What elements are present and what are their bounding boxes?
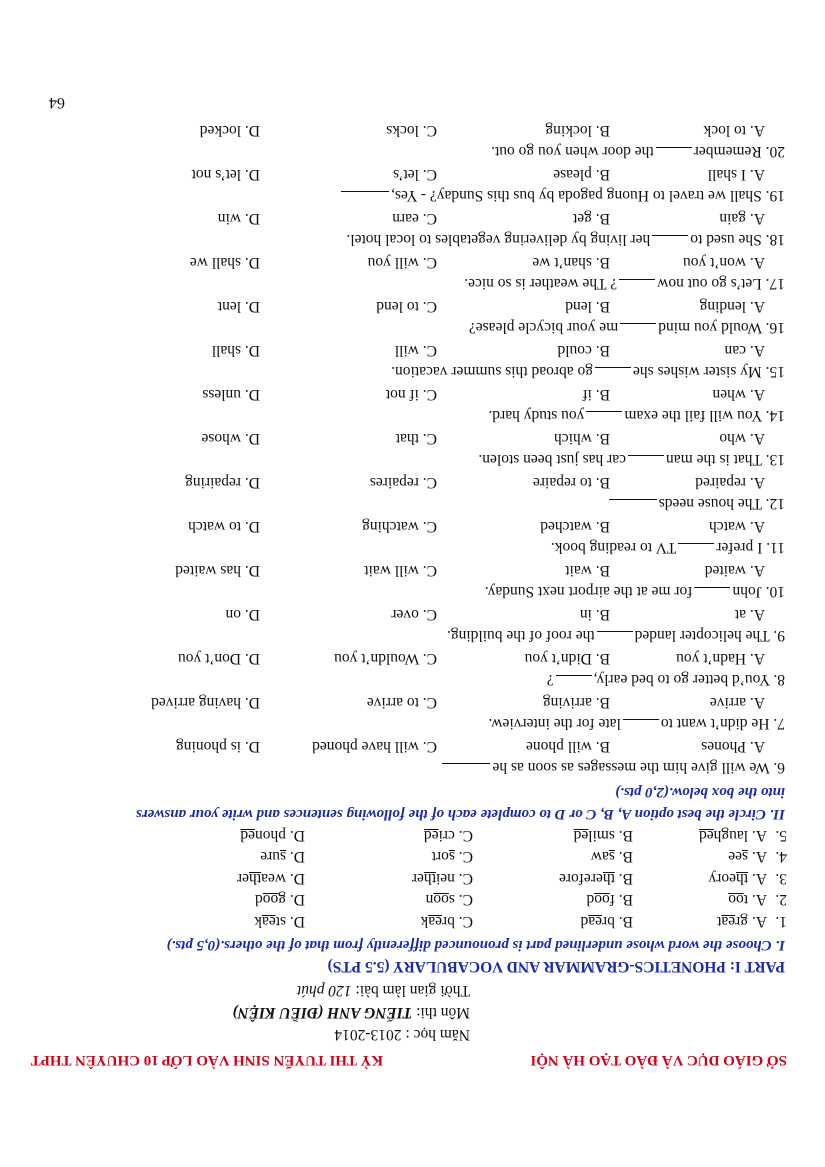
- option-text-rest: k: [420, 913, 429, 930]
- option-text: C. cri: [438, 827, 473, 844]
- option-text-rest: t: [717, 913, 722, 930]
- phonetic-option[interactable]: [432, 849, 473, 865]
- page-number: 64: [49, 94, 65, 111]
- answer-option[interactable]: A. to lock: [703, 122, 765, 139]
- phonetic-option[interactable]: [559, 871, 633, 887]
- answer-option[interactable]: D. shall: [211, 342, 260, 359]
- answer-option[interactable]: A. repaired: [695, 474, 765, 491]
- answer-option[interactable]: A. when: [712, 386, 765, 403]
- question-stem: [447, 628, 785, 645]
- answer-option[interactable]: A. can: [724, 342, 765, 359]
- option-text-rest: k: [254, 913, 262, 930]
- question-stem: [346, 232, 785, 249]
- answer-option[interactable]: D. having arrived: [151, 694, 260, 711]
- section1-title: I. Choose the word whose underlined part is pronounced differently from that of the others.(0,5 pts.): [166, 937, 785, 953]
- answer-option[interactable]: A. waited: [704, 562, 765, 579]
- option-text-rest: aw: [590, 848, 609, 866]
- answer-option[interactable]: B. watched: [540, 518, 610, 535]
- question-text-rest: car has just been stolen.: [478, 451, 627, 468]
- phonetic-number: 3.: [775, 870, 787, 887]
- answer-option[interactable]: B. lend: [565, 298, 610, 315]
- answer-option[interactable]: A. Phones: [701, 738, 765, 755]
- phonetic-option[interactable]: [580, 914, 633, 930]
- option-text-rest: erefore: [558, 870, 603, 887]
- question-text: 14. You will fail the exam: [624, 407, 785, 424]
- question-text-rest: the door when you go out.: [491, 143, 654, 160]
- answer-blank[interactable]: [595, 367, 631, 380]
- underlined-part: s: [742, 848, 749, 866]
- answer-option[interactable]: B. will phone: [526, 738, 610, 755]
- answer-option[interactable]: B. could: [557, 342, 610, 359]
- answer-option[interactable]: B. in: [579, 606, 610, 623]
- answer-option[interactable]: C. will you: [367, 254, 437, 271]
- question-text-rest: go abroad this summer vacation.: [391, 363, 594, 380]
- answer-option[interactable]: A. I shall: [707, 166, 765, 183]
- answer-blank[interactable]: [341, 191, 389, 204]
- answer-option[interactable]: C. to lend: [376, 298, 437, 315]
- answer-option[interactable]: B. arriving: [542, 694, 610, 711]
- option-text-rest: ure: [260, 848, 280, 866]
- question-stem: [469, 320, 785, 337]
- option-text: C. br: [442, 913, 473, 930]
- option-text: D. phon: [255, 827, 305, 844]
- underlined-part: oo: [728, 891, 744, 909]
- option-text: C. nei: [435, 870, 473, 887]
- underlined-part: ea: [721, 913, 736, 930]
- underlined-part: oo: [262, 891, 279, 909]
- phonetic-option[interactable]: [237, 871, 305, 887]
- answer-option[interactable]: C. if not: [385, 386, 437, 403]
- question-text-rest: you study hard.: [488, 407, 585, 424]
- answer-option[interactable]: C. will: [394, 342, 437, 359]
- header-exam-title: KỲ THI TUYỂN SINH VÀO LỚP 10 CHUYÊN THPT: [30, 1052, 383, 1068]
- answer-option[interactable]: B. Didn’t you: [524, 650, 610, 667]
- answer-option[interactable]: D. to watch: [188, 518, 260, 535]
- school-year: Năm học : 2013-2014: [334, 1026, 470, 1043]
- underlined-part: s: [280, 848, 287, 866]
- phonetic-option[interactable]: [708, 871, 767, 887]
- answer-option[interactable]: D. on: [225, 606, 260, 623]
- answer-blank[interactable]: [656, 147, 692, 160]
- underlined-part: ed: [423, 827, 439, 844]
- option-text-rest: d: [580, 913, 589, 930]
- question-text: 11. I prefer: [716, 539, 785, 556]
- option-text: D. g: [278, 891, 305, 909]
- question-text: 17. Let’s go out now: [657, 275, 785, 292]
- underlined-part: ed: [240, 827, 256, 844]
- answer-option[interactable]: B. shan’t we: [532, 254, 610, 271]
- option-text: A. laugh: [713, 827, 767, 844]
- phonetic-option[interactable]: [717, 914, 767, 930]
- answer-option[interactable]: D. let’s not: [191, 166, 260, 183]
- phonetic-option[interactable]: [412, 871, 473, 887]
- answer-option[interactable]: D. unless: [202, 386, 260, 403]
- phonetic-option[interactable]: [587, 892, 634, 908]
- question-text: 19. Shall we travel to Huong pagoda by bus this Sunday? - Yes,: [391, 187, 785, 204]
- question-text: 9. The helicopter landed: [634, 627, 785, 644]
- answer-blank[interactable]: [694, 587, 730, 600]
- underlined-part: s: [608, 848, 615, 866]
- question-text: 7. He didn’t want to: [660, 715, 785, 732]
- answer-option[interactable]: C. Wouldn’t you: [334, 650, 437, 667]
- phonetic-number: 4.: [775, 848, 787, 866]
- answer-blank[interactable]: [678, 543, 714, 556]
- phonetic-option[interactable]: [254, 914, 305, 930]
- underlined-part: th: [249, 870, 262, 887]
- answer-blank[interactable]: [609, 499, 657, 512]
- answer-blank[interactable]: [556, 675, 592, 688]
- question-text: 16. Would you mind: [658, 319, 785, 336]
- option-text: D. wea: [261, 870, 305, 887]
- answer-option[interactable]: B. to repaire: [532, 474, 610, 491]
- question-stem: [478, 452, 785, 469]
- option-text: B.: [614, 848, 633, 866]
- question-text-rest: late for the interview.: [488, 715, 621, 732]
- answer-option[interactable]: B. please: [553, 166, 610, 183]
- question-stem: [547, 672, 785, 689]
- answer-option[interactable]: C. let’s: [393, 166, 437, 183]
- question-text-rest: me your bicycle please?: [468, 319, 619, 336]
- question-stem: [491, 144, 785, 161]
- answer-option[interactable]: A. at: [734, 606, 765, 623]
- phonetic-option[interactable]: [240, 828, 305, 844]
- question-text: 15. My sister wishes she: [633, 363, 785, 380]
- underlined-part: th: [735, 870, 749, 887]
- underlined-part: oo: [433, 891, 449, 909]
- answer-option[interactable]: C. over: [391, 606, 437, 623]
- option-text-rest: er: [236, 870, 250, 887]
- subject-prefix: Môn thi:: [412, 1004, 470, 1021]
- underlined-part: ed: [698, 827, 714, 844]
- answer-option[interactable]: D. has waited: [175, 562, 260, 579]
- answer-blank[interactable]: [443, 763, 491, 776]
- answer-blank[interactable]: [652, 235, 688, 248]
- answer-option[interactable]: B. wait: [565, 562, 610, 579]
- answer-blank[interactable]: [623, 719, 659, 732]
- option-text: D.: [286, 848, 305, 866]
- option-text: C.: [454, 848, 473, 866]
- question-text-rest: ?: [546, 671, 554, 688]
- phonetic-option[interactable]: [420, 914, 473, 930]
- question-stem: [339, 188, 785, 205]
- question-stem: [607, 496, 785, 513]
- question-stem: [391, 364, 785, 381]
- question-stem: [488, 408, 785, 425]
- question-text: 10. John: [732, 583, 785, 600]
- option-text-rest: er: [411, 870, 424, 887]
- option-text: B. f: [609, 891, 633, 909]
- answer-blank[interactable]: [628, 455, 664, 468]
- answer-blank[interactable]: [597, 631, 633, 644]
- answer-option[interactable]: D. shall we: [189, 254, 260, 271]
- option-text-rest: d: [255, 891, 263, 909]
- subject-line: [232, 1005, 470, 1021]
- underlined-part: th: [423, 870, 436, 887]
- section2-title-line2: into the box below.(2,0 pts.): [615, 784, 785, 800]
- answer-option[interactable]: A. arrive: [709, 694, 765, 711]
- option-text-rest: ee: [728, 848, 742, 866]
- answer-option[interactable]: A. Hadn’t you: [676, 650, 765, 667]
- option-text: C. s: [448, 891, 473, 909]
- option-text: A.: [748, 848, 767, 866]
- underlined-part: ed: [573, 827, 589, 844]
- underlined-part: th: [602, 870, 615, 887]
- question-text-rest: the roof of the building.: [446, 627, 595, 644]
- question-text: 12. The house needs: [658, 495, 785, 512]
- answer-option[interactable]: D. Don’t you: [178, 650, 260, 667]
- answer-option[interactable]: A. won’t you: [683, 254, 765, 271]
- answer-option[interactable]: D. whose: [201, 430, 260, 447]
- phonetic-option[interactable]: [255, 892, 305, 908]
- option-text-rest: n: [425, 891, 434, 909]
- answer-option[interactable]: A. who: [719, 430, 765, 447]
- answer-option[interactable]: C. that: [395, 430, 437, 447]
- underlined-part: oo: [594, 891, 610, 909]
- answer-option[interactable]: A. watch: [709, 518, 765, 535]
- answer-option[interactable]: D. lent: [217, 298, 260, 315]
- answer-option[interactable]: D. win: [217, 210, 260, 227]
- underlined-part: ea: [428, 913, 442, 930]
- answer-option[interactable]: D. is phoning: [176, 738, 260, 755]
- phonetic-option[interactable]: [426, 892, 473, 908]
- phonetic-number: 2.: [775, 891, 787, 909]
- answer-option[interactable]: D. locked: [199, 122, 260, 139]
- section2-title-line1: II. Circle the best option A, B, C or D to complete each of the following sentences and write your answers: [135, 806, 785, 822]
- answer-option[interactable]: C. locks: [386, 122, 437, 139]
- option-text: D. st: [275, 913, 305, 930]
- phonetic-number: 5.: [775, 827, 787, 844]
- phonetic-option[interactable]: [260, 849, 305, 865]
- answer-option[interactable]: B. get: [572, 210, 610, 227]
- question-text: 20. Remember: [693, 143, 785, 160]
- answer-option[interactable]: C. to arrive: [366, 694, 437, 711]
- question-text: 18. She used to: [690, 231, 785, 248]
- time-line: [297, 983, 470, 999]
- underlined-part: ea: [261, 913, 276, 930]
- question-text: 13. That is the man: [666, 451, 785, 468]
- phonetic-option[interactable]: [699, 828, 767, 844]
- answer-option[interactable]: B. if: [582, 386, 610, 403]
- option-text: A. gr: [735, 913, 767, 930]
- answer-option[interactable]: C. repaires: [369, 474, 437, 491]
- time-prefix: Thời gian làm bài:: [351, 982, 470, 999]
- underlined-part: ea: [588, 913, 602, 930]
- phonetic-option[interactable]: [591, 849, 633, 865]
- answer-option[interactable]: C. will have phoned: [312, 738, 437, 755]
- question-text: 6. We will give him the messages as soon as he: [492, 759, 785, 776]
- question-stem: [488, 716, 785, 733]
- question-text-rest: for me at the airport next Sunday.: [484, 583, 693, 600]
- subject-name: TIẾNG ANH (ĐIỀU KIỆN): [232, 1004, 413, 1021]
- question-text-rest: TV to reading book.: [550, 539, 677, 556]
- phonetic-option[interactable]: [728, 849, 767, 865]
- time-value: 120 phút: [296, 982, 352, 999]
- question-stem: [464, 276, 785, 293]
- part1-title: PART I: PHONETICS-GRAMMAR AND VOCABULARY (5.5 PTS): [327, 958, 785, 975]
- phonetic-option[interactable]: [574, 828, 633, 844]
- question-stem: [441, 760, 786, 777]
- answer-option[interactable]: B. which: [554, 430, 610, 447]
- answer-blank[interactable]: [619, 279, 655, 292]
- header-department: SỞ GIÁO DỤC VÀ ĐÀO TẠO HÀ NỘI: [530, 1052, 787, 1068]
- answer-option[interactable]: D. repairing: [185, 474, 260, 491]
- phonetic-number: 1.: [775, 913, 787, 930]
- question-text: 8. You’d better go to bed early,: [593, 671, 785, 688]
- option-text-rest: ort: [431, 848, 449, 866]
- option-text-rest: d: [586, 891, 595, 909]
- answer-option[interactable]: A. lending: [699, 298, 765, 315]
- phonetic-option[interactable]: [424, 828, 473, 844]
- answer-option[interactable]: B. locking: [545, 122, 610, 139]
- option-text-rest: eory: [708, 870, 736, 887]
- answer-option[interactable]: A. gain: [719, 210, 765, 227]
- answer-option[interactable]: C. will wait: [364, 562, 437, 579]
- question-stem: [485, 584, 785, 601]
- phonetic-option[interactable]: [728, 892, 767, 908]
- answer-blank[interactable]: [620, 323, 656, 336]
- question-text-rest: her living by delivering vegetables to local hotel.: [346, 231, 651, 248]
- question-stem: [551, 540, 785, 557]
- option-text: B. smil: [588, 827, 633, 844]
- option-text: A.: [748, 870, 767, 887]
- underlined-part: s: [448, 848, 455, 866]
- answer-option[interactable]: C. watching: [362, 518, 437, 535]
- option-text: A. t: [743, 891, 767, 909]
- option-text: B. br: [602, 913, 633, 930]
- answer-option[interactable]: C. earn: [392, 210, 437, 227]
- question-text-rest: ? The weather is so nice.: [464, 275, 618, 292]
- answer-blank[interactable]: [586, 411, 622, 424]
- option-text: B.: [614, 870, 633, 887]
